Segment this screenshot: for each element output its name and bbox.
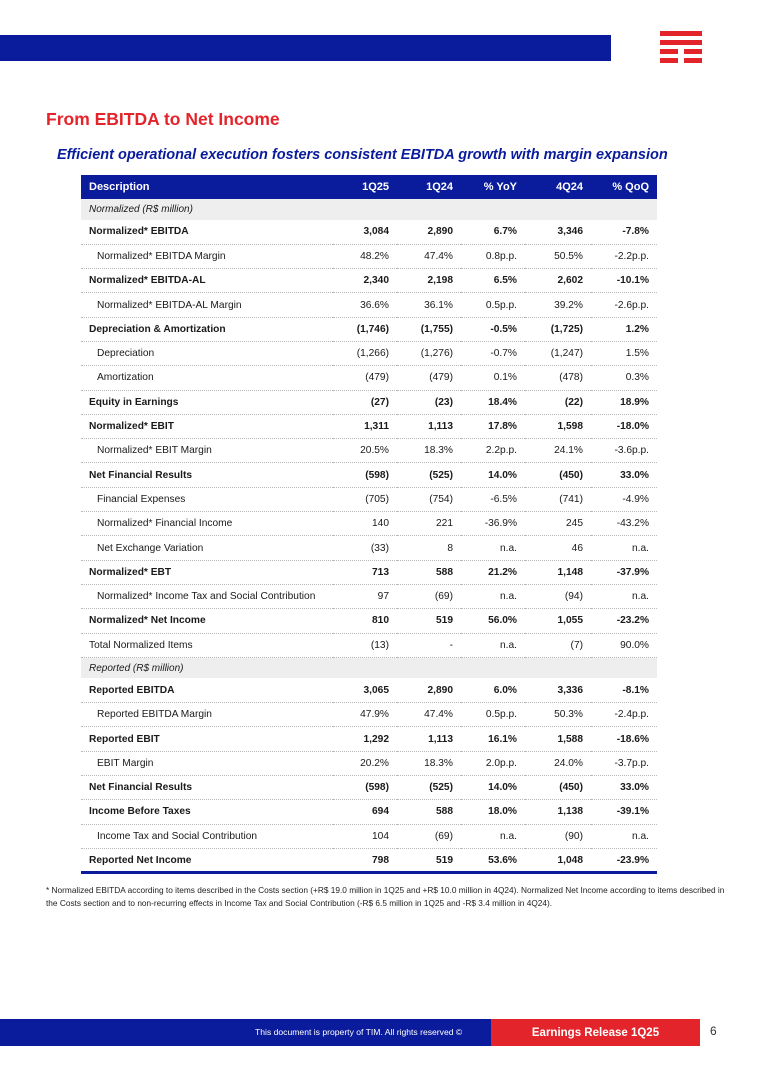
row-description: Equity in Earnings: [81, 390, 333, 414]
row-value: 1,588: [525, 727, 591, 751]
table-row: [81, 848, 657, 872]
row-value: (23): [397, 390, 461, 414]
row-description: Normalized* EBITDA Margin: [81, 244, 333, 268]
column-header: % YoY: [461, 175, 525, 199]
row-value: n.a.: [461, 633, 525, 657]
row-value: -7.8%: [591, 220, 657, 244]
row-value: (598): [333, 463, 397, 487]
row-value: -: [397, 633, 461, 657]
table-row: [81, 414, 657, 438]
row-value: (69): [397, 584, 461, 608]
table-row: [81, 633, 657, 657]
table-row: [81, 341, 657, 365]
table-row: [81, 244, 657, 268]
row-value: n.a.: [591, 536, 657, 560]
row-value: -4.9%: [591, 487, 657, 511]
table-row: [81, 293, 657, 317]
row-value: -0.7%: [461, 341, 525, 365]
row-value: 33.0%: [591, 463, 657, 487]
row-value: (705): [333, 487, 397, 511]
row-value: 24.1%: [525, 439, 591, 463]
table-row: [81, 390, 657, 414]
row-value: 0.8p.p.: [461, 244, 525, 268]
earnings-release-label: Earnings Release 1Q25: [491, 1019, 700, 1046]
row-value: 798: [333, 848, 397, 872]
row-value: (1,247): [525, 341, 591, 365]
row-value: 16.1%: [461, 727, 525, 751]
row-value: 18.3%: [397, 439, 461, 463]
row-value: -18.6%: [591, 727, 657, 751]
row-description: Normalized* EBIT Margin: [81, 439, 333, 463]
section-subtitle: Efficient operational execution fosters consistent EBITDA growth with margin expansion: [57, 147, 668, 163]
row-value: (754): [397, 487, 461, 511]
row-value: 221: [397, 512, 461, 536]
row-value: 2.0p.p.: [461, 751, 525, 775]
row-description: Net Financial Results: [81, 463, 333, 487]
row-value: (478): [525, 366, 591, 390]
row-value: 20.5%: [333, 439, 397, 463]
row-value: 0.3%: [591, 366, 657, 390]
row-value: [333, 657, 397, 678]
row-value: 36.6%: [333, 293, 397, 317]
row-value: (94): [525, 584, 591, 608]
row-value: (33): [333, 536, 397, 560]
row-value: -0.5%: [461, 317, 525, 341]
row-description: Net Financial Results: [81, 776, 333, 800]
row-value: n.a.: [461, 536, 525, 560]
row-value: 2,602: [525, 269, 591, 293]
row-value: 1.2%: [591, 317, 657, 341]
property-notice: This document is property of TIM. All rights reserved ©: [255, 1027, 463, 1037]
row-value: 36.1%: [397, 293, 461, 317]
row-value: 1,598: [525, 414, 591, 438]
row-description: Normalized* Income Tax and Social Contribution: [81, 584, 333, 608]
table-row: [81, 366, 657, 390]
row-description: Normalized* EBIT: [81, 414, 333, 438]
row-value: 3,336: [525, 678, 591, 702]
row-value: -8.1%: [591, 678, 657, 702]
row-value: [397, 657, 461, 678]
row-description: Normalized* EBITDA: [81, 220, 333, 244]
row-value: 588: [397, 800, 461, 824]
section-row: [81, 199, 657, 220]
row-description: Financial Expenses: [81, 487, 333, 511]
row-value: 18.0%: [461, 800, 525, 824]
row-description: Normalized* Financial Income: [81, 512, 333, 536]
row-value: (69): [397, 824, 461, 848]
row-description: Reported (R$ million): [81, 657, 333, 678]
row-value: 519: [397, 609, 461, 633]
row-value: 1.5%: [591, 341, 657, 365]
row-description: Normalized* EBITDA-AL: [81, 269, 333, 293]
table-row: [81, 463, 657, 487]
row-value: 694: [333, 800, 397, 824]
column-header: Description: [81, 175, 333, 199]
column-header: 1Q25: [333, 175, 397, 199]
row-value: -23.9%: [591, 848, 657, 872]
table-row: [81, 317, 657, 341]
row-value: 2.2p.p.: [461, 439, 525, 463]
row-value: 588: [397, 560, 461, 584]
page-number: 6: [710, 1024, 717, 1038]
row-value: (1,725): [525, 317, 591, 341]
header-bar: [0, 35, 611, 61]
row-value: (27): [333, 390, 397, 414]
row-value: 47.9%: [333, 703, 397, 727]
row-value: 0.5p.p.: [461, 703, 525, 727]
row-value: 2,890: [397, 678, 461, 702]
row-description: Amortization: [81, 366, 333, 390]
row-description: Total Normalized Items: [81, 633, 333, 657]
row-value: 713: [333, 560, 397, 584]
row-value: 3,065: [333, 678, 397, 702]
section-title: From EBITDA to Net Income: [46, 109, 280, 129]
table-row: [81, 678, 657, 702]
row-value: n.a.: [461, 584, 525, 608]
row-value: [333, 199, 397, 220]
row-value: (741): [525, 487, 591, 511]
row-value: 18.4%: [461, 390, 525, 414]
row-value: 6.7%: [461, 220, 525, 244]
row-value: (1,266): [333, 341, 397, 365]
row-value: (1,746): [333, 317, 397, 341]
row-value: (525): [397, 776, 461, 800]
row-value: 53.6%: [461, 848, 525, 872]
row-value: 1,292: [333, 727, 397, 751]
table-row: [81, 220, 657, 244]
row-value: 97: [333, 584, 397, 608]
row-value: 2,198: [397, 269, 461, 293]
table-row: [81, 269, 657, 293]
row-value: 2,340: [333, 269, 397, 293]
row-value: 104: [333, 824, 397, 848]
row-value: -18.0%: [591, 414, 657, 438]
row-value: 1,048: [525, 848, 591, 872]
row-value: 90.0%: [591, 633, 657, 657]
row-value: 1,138: [525, 800, 591, 824]
row-value: n.a.: [591, 824, 657, 848]
row-value: 48.2%: [333, 244, 397, 268]
column-header: 1Q24: [397, 175, 461, 199]
row-value: [461, 657, 525, 678]
row-value: 3,084: [333, 220, 397, 244]
table-header-row: [81, 175, 657, 199]
table-row: [81, 487, 657, 511]
ebitda-to-net-income-table: [81, 175, 657, 874]
row-value: 140: [333, 512, 397, 536]
row-value: -43.2%: [591, 512, 657, 536]
row-value: 245: [525, 512, 591, 536]
row-description: Reported EBITDA Margin: [81, 703, 333, 727]
row-description: Depreciation & Amortization: [81, 317, 333, 341]
row-value: -37.9%: [591, 560, 657, 584]
row-value: (22): [525, 390, 591, 414]
row-value: 0.5p.p.: [461, 293, 525, 317]
table-body: [81, 199, 657, 873]
row-value: 6.5%: [461, 269, 525, 293]
row-value: 1,055: [525, 609, 591, 633]
row-value: 2,890: [397, 220, 461, 244]
row-value: 3,346: [525, 220, 591, 244]
row-value: 46: [525, 536, 591, 560]
tim-logo-icon: [660, 31, 702, 65]
row-description: Normalized (R$ million): [81, 199, 333, 220]
table-row: [81, 824, 657, 848]
section-row: [81, 657, 657, 678]
row-value: (525): [397, 463, 461, 487]
table-row: [81, 776, 657, 800]
row-description: EBIT Margin: [81, 751, 333, 775]
row-description: Reported EBIT: [81, 727, 333, 751]
row-value: 1,148: [525, 560, 591, 584]
row-value: -6.5%: [461, 487, 525, 511]
row-value: -36.9%: [461, 512, 525, 536]
row-value: 810: [333, 609, 397, 633]
row-description: Reported Net Income: [81, 848, 333, 872]
row-description: Depreciation: [81, 341, 333, 365]
row-value: (479): [397, 366, 461, 390]
row-value: (1,276): [397, 341, 461, 365]
row-value: 39.2%: [525, 293, 591, 317]
column-header: % QoQ: [591, 175, 657, 199]
row-description: Reported EBITDA: [81, 678, 333, 702]
row-value: 0.1%: [461, 366, 525, 390]
row-value: (450): [525, 776, 591, 800]
table-row: [81, 584, 657, 608]
row-value: 47.4%: [397, 703, 461, 727]
row-value: 50.3%: [525, 703, 591, 727]
table-row: [81, 439, 657, 463]
row-value: 6.0%: [461, 678, 525, 702]
row-value: -10.1%: [591, 269, 657, 293]
row-value: (90): [525, 824, 591, 848]
table-row: [81, 512, 657, 536]
row-value: [591, 657, 657, 678]
row-value: (7): [525, 633, 591, 657]
row-value: 1,113: [397, 727, 461, 751]
row-value: (598): [333, 776, 397, 800]
row-value: 1,311: [333, 414, 397, 438]
table-row: [81, 703, 657, 727]
row-value: (450): [525, 463, 591, 487]
row-description: Normalized* Net Income: [81, 609, 333, 633]
table-row: [81, 727, 657, 751]
column-header: 4Q24: [525, 175, 591, 199]
row-value: 33.0%: [591, 776, 657, 800]
table-row: [81, 536, 657, 560]
table-row: [81, 609, 657, 633]
row-value: -3.7p.p.: [591, 751, 657, 775]
row-value: [591, 199, 657, 220]
row-value: -23.2%: [591, 609, 657, 633]
row-value: -2.4p.p.: [591, 703, 657, 727]
row-value: 56.0%: [461, 609, 525, 633]
row-value: (479): [333, 366, 397, 390]
row-value: [397, 199, 461, 220]
row-value: [461, 199, 525, 220]
row-value: 21.2%: [461, 560, 525, 584]
row-description: Income Tax and Social Contribution: [81, 824, 333, 848]
row-value: (13): [333, 633, 397, 657]
row-description: Net Exchange Variation: [81, 536, 333, 560]
table-row: [81, 800, 657, 824]
row-value: 14.0%: [461, 463, 525, 487]
row-value: 20.2%: [333, 751, 397, 775]
row-value: -2.6p.p.: [591, 293, 657, 317]
row-value: n.a.: [461, 824, 525, 848]
row-value: n.a.: [591, 584, 657, 608]
row-value: 47.4%: [397, 244, 461, 268]
row-value: -2.2p.p.: [591, 244, 657, 268]
row-value: 24.0%: [525, 751, 591, 775]
table-row: [81, 560, 657, 584]
row-value: -39.1%: [591, 800, 657, 824]
row-value: 1,113: [397, 414, 461, 438]
row-value: (1,755): [397, 317, 461, 341]
row-value: -3.6p.p.: [591, 439, 657, 463]
row-value: 17.8%: [461, 414, 525, 438]
row-value: [525, 657, 591, 678]
row-value: 8: [397, 536, 461, 560]
row-description: Normalized* EBITDA-AL Margin: [81, 293, 333, 317]
row-value: 18.3%: [397, 751, 461, 775]
row-value: 50.5%: [525, 244, 591, 268]
row-value: 519: [397, 848, 461, 872]
row-value: 14.0%: [461, 776, 525, 800]
table-row: [81, 751, 657, 775]
row-value: [525, 199, 591, 220]
footnote: * Normalized EBITDA according to items described in the Costs section (+R$ 19.0 million in 1Q25 and +R$ 10.0 million in 4Q24). Normalized Net Income according to items described in the Costs section and to non-recurring effects in Income Tax and Social Contribution (-R$ 6.5 million in 1Q25 and -R$ 3.4 million in 4Q24).: [46, 885, 725, 908]
row-value: 18.9%: [591, 390, 657, 414]
row-description: Income Before Taxes: [81, 800, 333, 824]
row-description: Normalized* EBT: [81, 560, 333, 584]
